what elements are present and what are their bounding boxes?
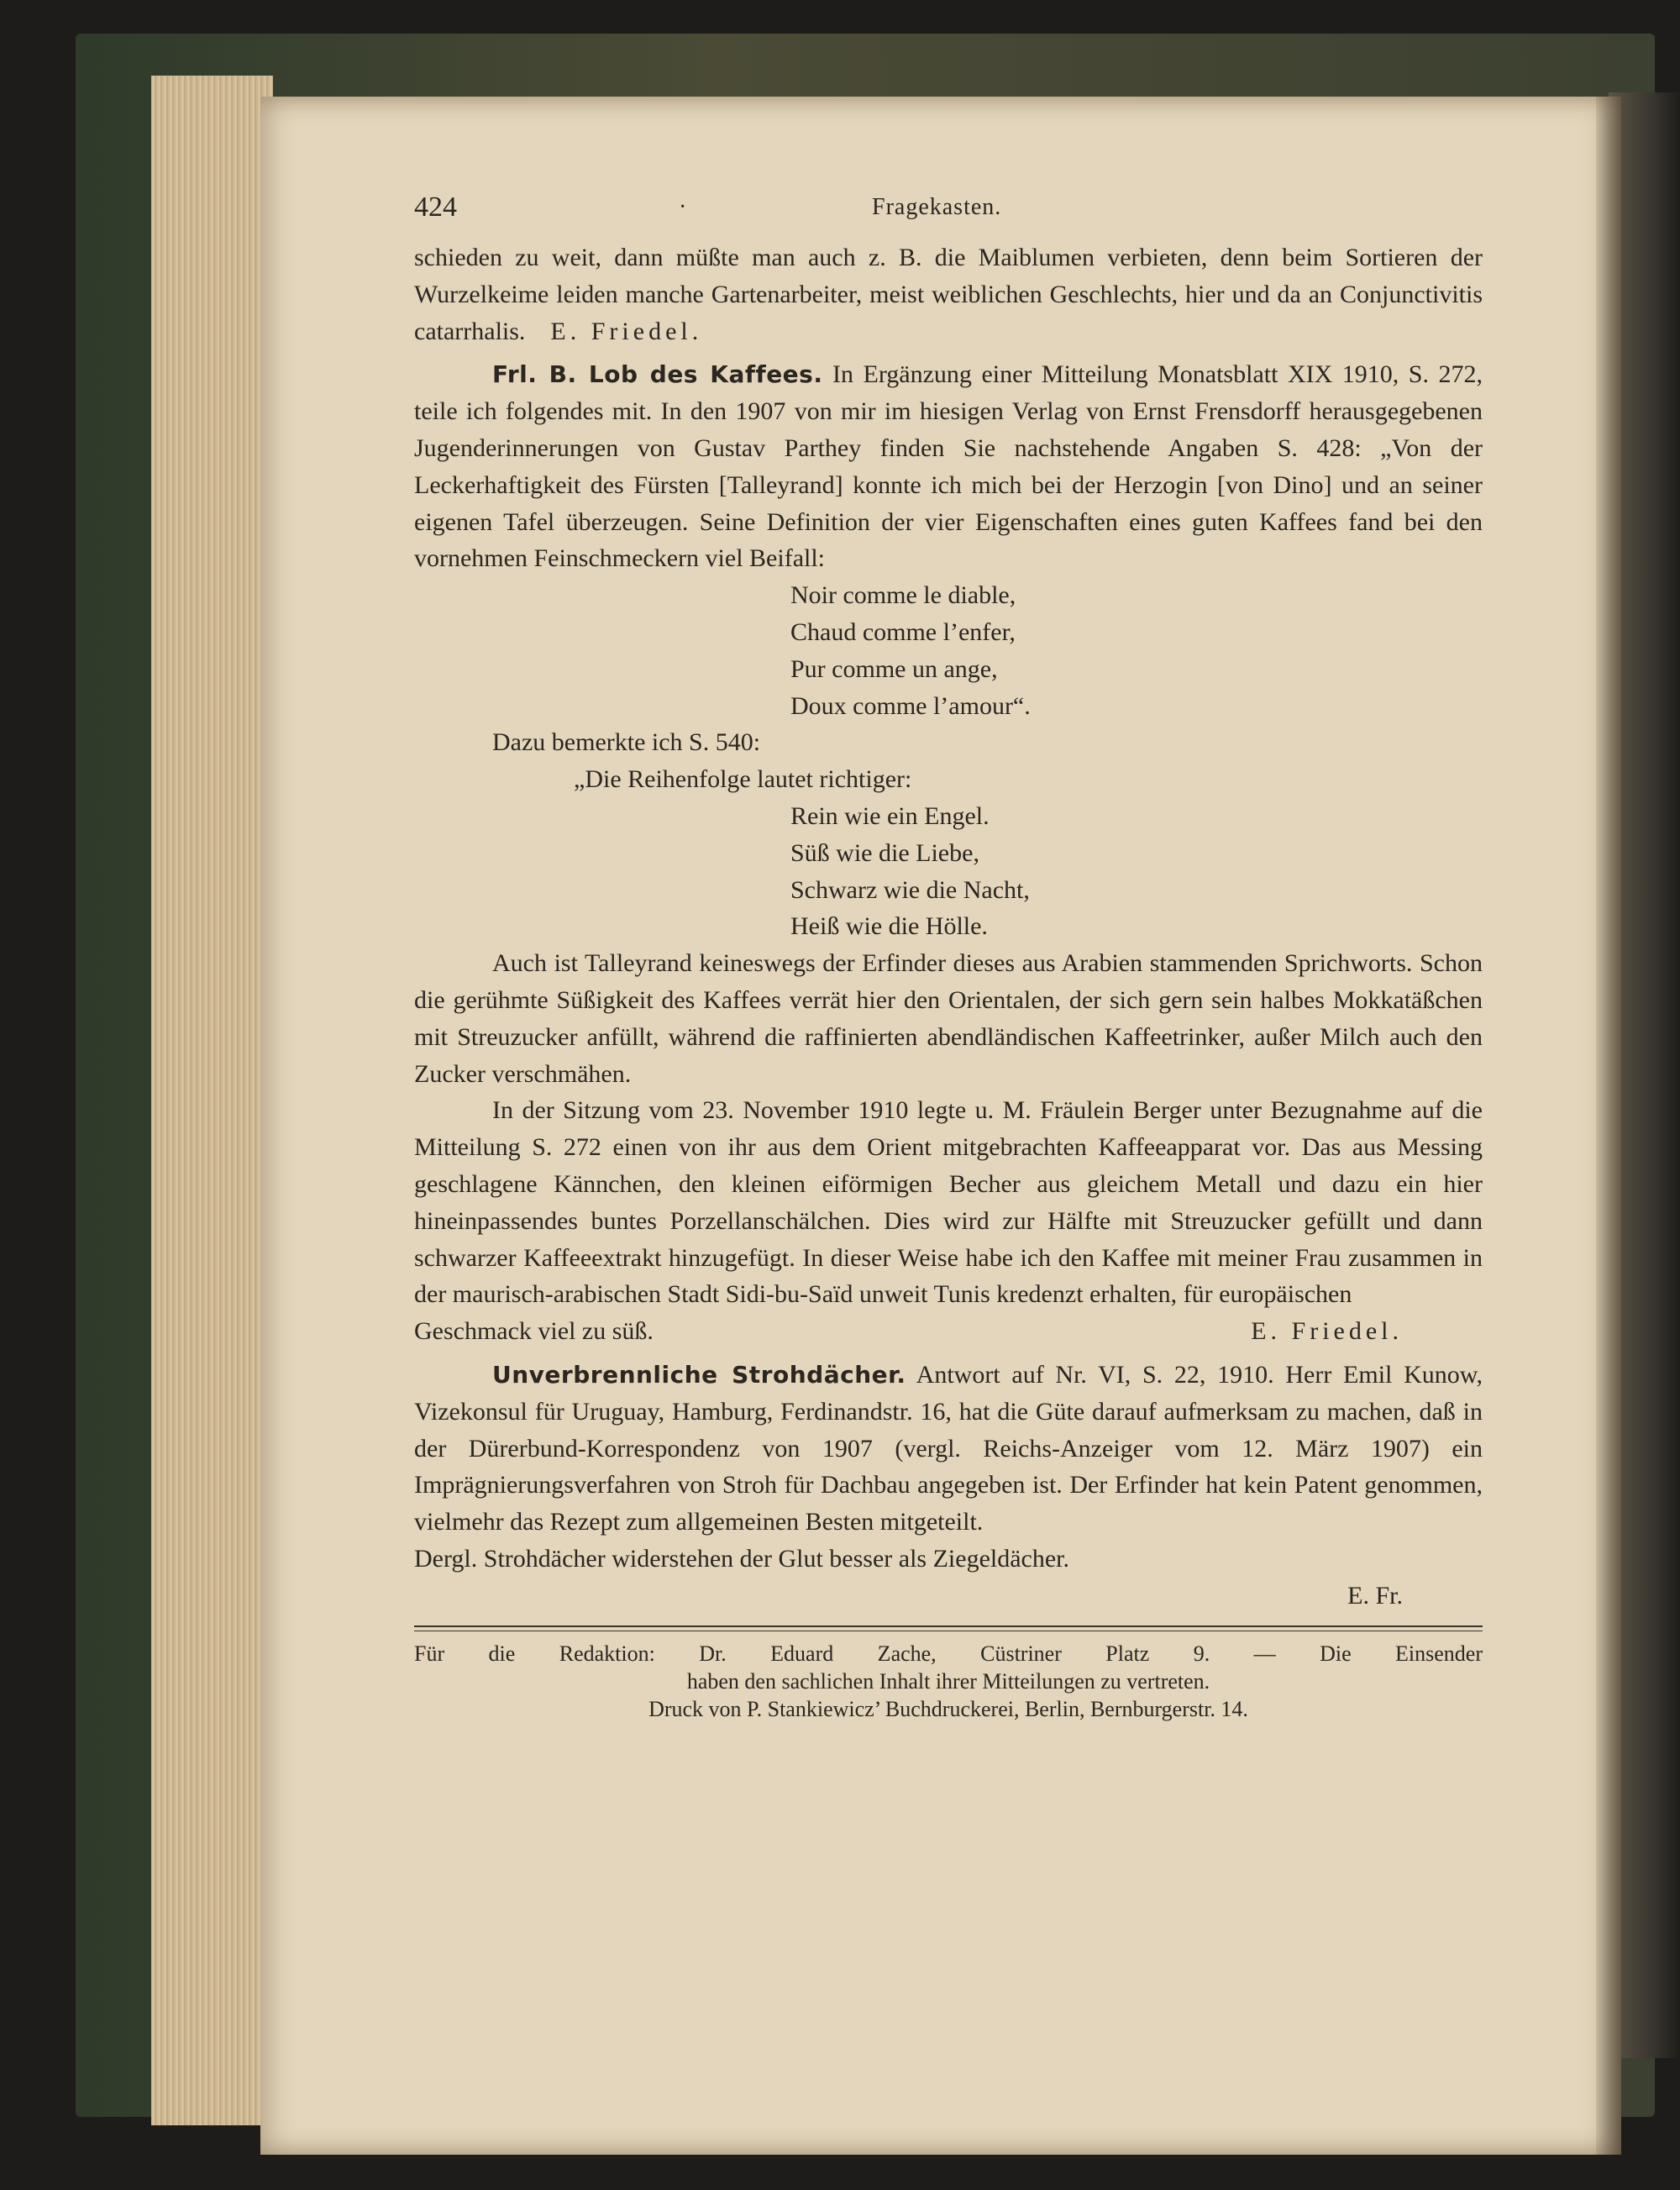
imprint-line: Druck von P. Stankiewicz’ Buchdruckerei, Berlin, Bernburgerstr. 14.	[648, 1697, 1248, 1722]
paragraph-talleyrand: Auch ist Talleyrand keineswegs der Erfinder dieses aus Arabien stammenden Sprichworts. Schon die gerühmte Süßigkeit des Kaffees verrät hier den Orientalen, der sich gern sein halbes Mokkatäßchen mit Streuzucker anfüllt, während die raffinierten abendländischen Kaffeetrinker, außer Milch auch den Zucker verschmähen.	[414, 949, 1483, 1088]
imprint	[414, 1640, 1483, 1723]
spine-shadow	[1596, 97, 1621, 2155]
double-rule	[414, 1625, 1483, 1631]
paragraph-continued	[414, 239, 1483, 349]
signature: E. Friedel.	[550, 317, 703, 345]
running-head	[414, 189, 1483, 239]
article-heading: Unverbrennliche Strohdächer.	[492, 1360, 906, 1389]
article-last-line: Dergl. Strohdächer widerstehen der Glut besser als Ziegeldächer.	[414, 1544, 1069, 1573]
article-text: Antwort auf Nr. VI, S. 22, 1910. Herr Emil Kunow, Vizekonsul für Uruguay, Hamburg, Ferdinandstr. 16, hat die Güte darauf aufmerksam zu machen, daß in der Dürerbund-Korrespondenz von 1907 (vergl. Reichs-Anzeiger vom 12. März 1907) ein Imprägnierungsverfahren von Stroh für Dachbau angegeben ist. Der Erfinder hat kein Patent genommen, vielmehr das Rezept zum allgemeinen Besten mitgeteilt.	[414, 1360, 1483, 1536]
article-heading: Frl. B. Lob des Kaffees.	[492, 360, 823, 389]
imprint-line: haben den sachlichen Inhalt ihrer Mitteilungen zu vertreten.	[686, 1669, 1210, 1694]
verse-german	[790, 798, 1483, 945]
paragraph-text: schieden zu weit, dann müßte man auch z. B. die Maiblumen verbieten, denn beim Sortieren der Wurzelkeime leiden manche Gartenarbeiter, meist weiblichen Geschlechts, hier und da an Conjunctivitis catarrhalis.	[414, 244, 1483, 345]
verse-line: Süß wie die Liebe,	[790, 838, 979, 867]
article-text: In Ergänzung einer Mitteilung Monatsblatt XIX 1910, S. 272, teile ich folgendes mit. In den 1907 von mir im hiesigen Verlag von Ernst Frensdorff herausgegebenen Jugenderinnerungen von Gustav Parthey finden Sie nachstehende Angaben S. 428: „Von der Leckerhaftigkeit des Fürsten [Talleyrand] konnte ich mich bei der Herzogin [von Dino] und an seiner eigenen Tafel überzeugen. Seine Definition der vier Eigenschaften eines guten Kaffees fand bei den vornehmen Feinschmeckern viel Beifall:	[414, 360, 1483, 573]
running-title: Fragekasten.	[872, 194, 1002, 220]
paragraph-last-line: Geschmack viel zu süß.	[414, 1317, 654, 1346]
header-dot: ·	[679, 194, 687, 220]
paragraph-end-line	[414, 1313, 1483, 1350]
page-edges	[151, 76, 273, 2125]
verse-line: Chaud comme l’enfer,	[790, 617, 1016, 646]
signature: E. Friedel.	[1251, 1317, 1403, 1346]
verse-line: Rein wie ein Engel.	[790, 801, 990, 830]
imprint-line: Für die Redaktion: Dr. Eduard Zache, Cüstriner Platz 9. — Die Einsender	[414, 1641, 1483, 1667]
verse-line: Heiß wie die Hölle.	[790, 912, 988, 941]
signature: E. Fr.	[1347, 1581, 1403, 1610]
verse-intro: Dazu bemerkte ich S. 540:	[492, 728, 761, 757]
verse-intro-quote: „Die Reihenfolge lautet richtiger:	[574, 765, 912, 794]
verse-line: Schwarz wie die Nacht,	[790, 875, 1030, 904]
verse-line: Doux comme l’amour“.	[790, 691, 1031, 720]
article-strohdaecher	[414, 1357, 1483, 1541]
verse-french	[790, 577, 1483, 724]
page-text	[414, 189, 1483, 1723]
verse-line: Noir comme le diable,	[790, 581, 1016, 610]
article-lob-des-kaffees	[414, 356, 1483, 577]
page-number: 424	[414, 192, 457, 223]
paragraph-sitzung: In der Sitzung vom 23. November 1910 legte u. M. Fräulein Berger unter Bezugnahme auf die Mitteilung S. 272 einen von ihr aus dem Orient mitgebrachten Kaffeeapparat vor. Das aus Messing geschlagene Kännchen, den kleinen eiförmigen Becher aus gleichem Metall und dazu ein hier hineinpassendes buntes Porzellanschälchen. Dies wird zur Hälfte mit Streuzucker gefüllt und dann schwarzer Kaffeeextrakt hinzugefügt. In dieser Weise habe ich den Kaffee mit meiner Frau zusammen in der maurisch-arabischen Stadt Sidi-bu-Saïd unweit Tunis kredenzt erhalten, für europäischen	[414, 1096, 1483, 1309]
verse-line: Pur comme un ange,	[790, 654, 998, 683]
